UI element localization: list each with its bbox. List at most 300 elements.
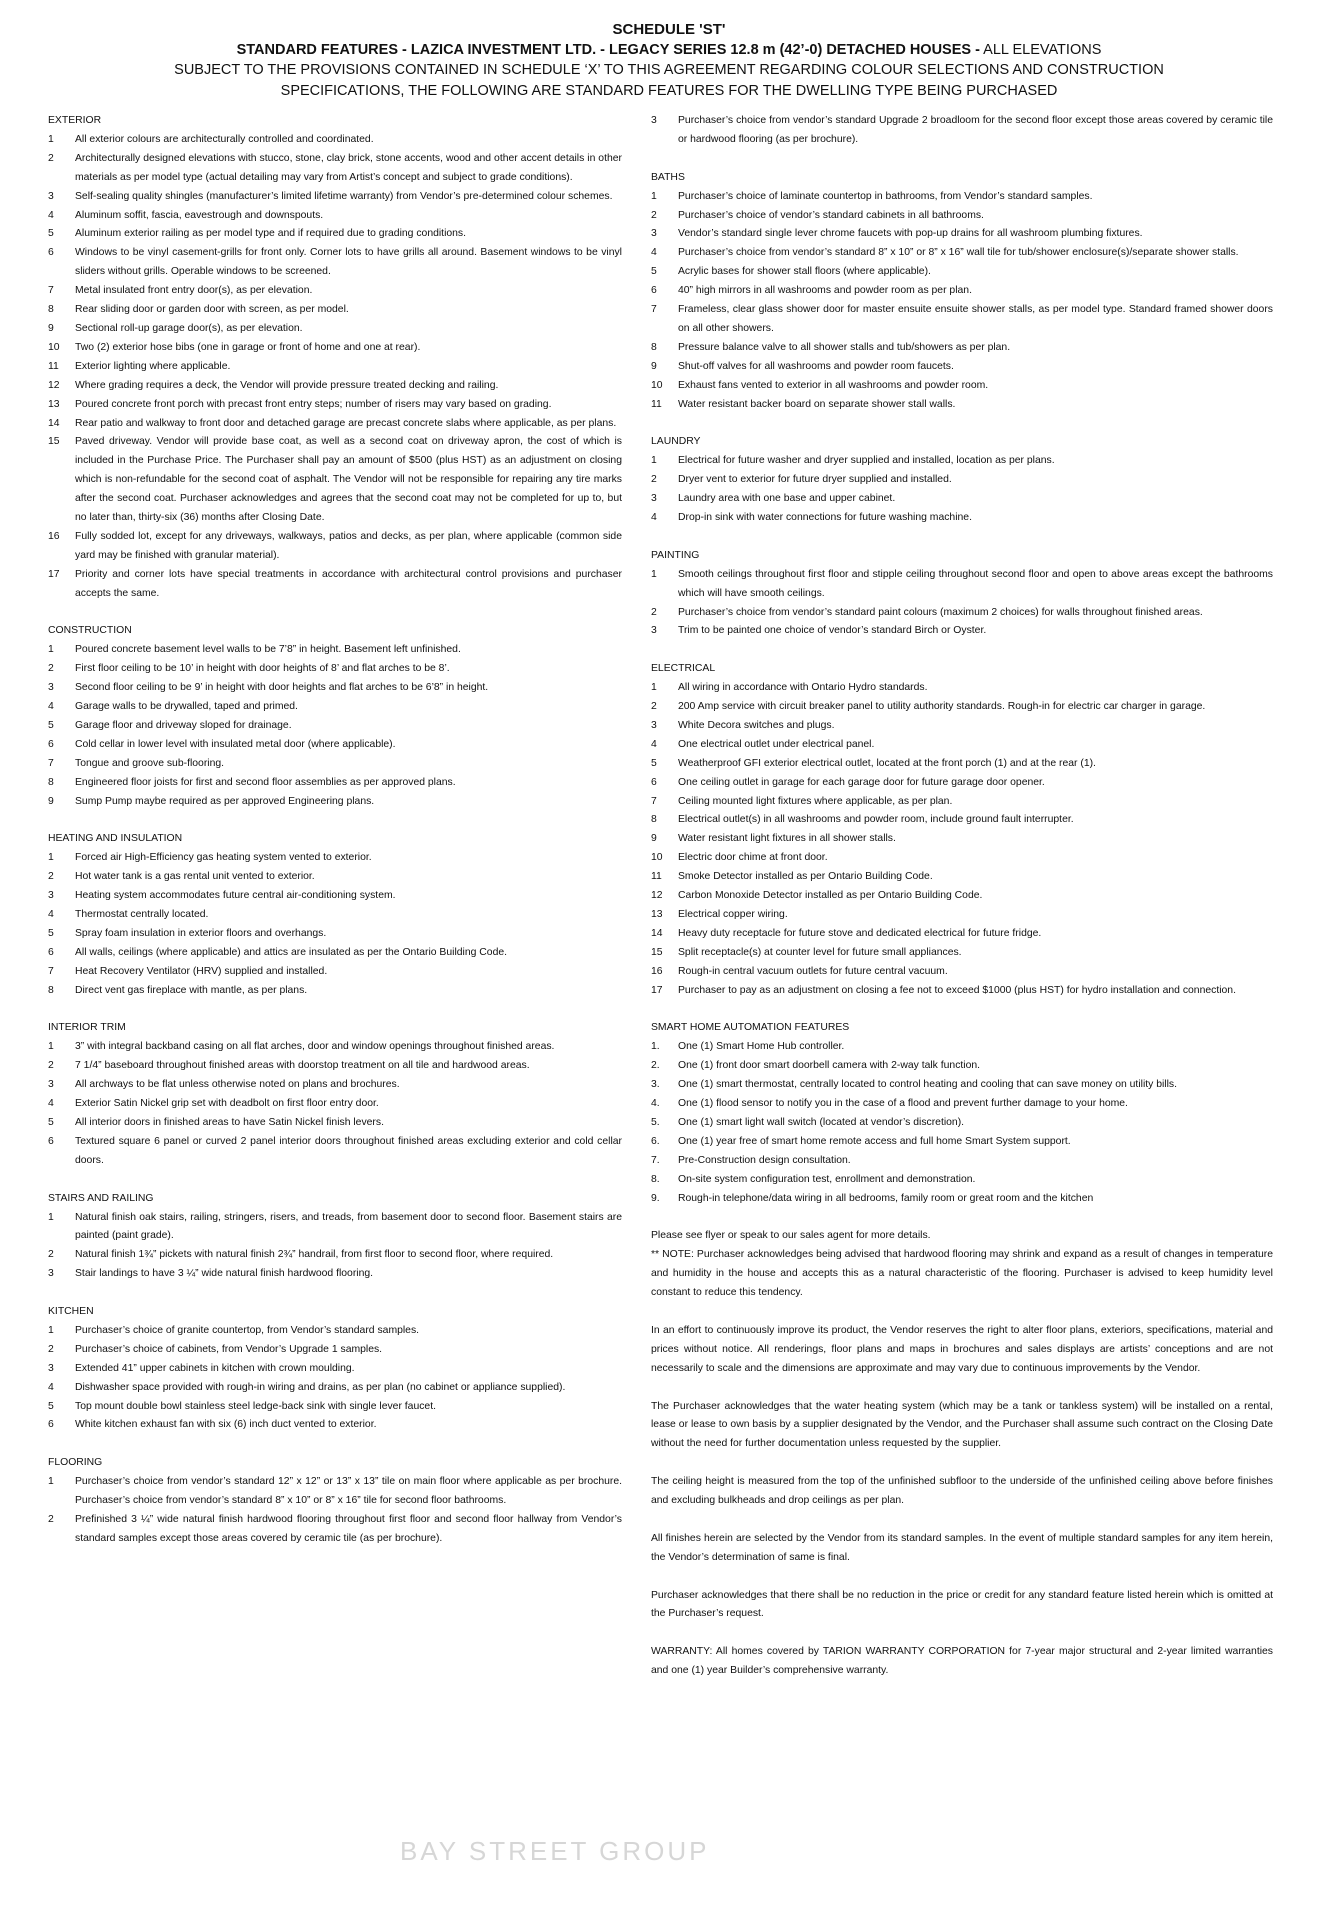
list-item (48, 641, 622, 660)
item-number: 2 (651, 701, 657, 713)
item-text: Thermostat centrally located. (75, 909, 209, 921)
item-number: 1 (48, 1476, 54, 1488)
item-number: 1 (651, 568, 657, 580)
section-title: SMART HOME AUTOMATION FEATURES (651, 1022, 850, 1034)
item-text: Drop-in sink with water connections for future washing machine. (678, 512, 972, 523)
item-number: 10 (651, 379, 663, 391)
section (48, 1303, 622, 1435)
item-number: 1. (651, 1041, 660, 1053)
section-title: INTERIOR TRIM (48, 1022, 126, 1034)
item-text: All wiring in accordance with Ontario Hydro standards. (678, 682, 928, 694)
item-text: White kitchen exhaust fan with six (6) inch duct vented to exterior. (75, 1419, 377, 1431)
item-number: 3 (651, 228, 657, 240)
item-text: Carbon Monoxide Detector installed as per Ontario Building Code. (678, 890, 983, 902)
item-number: 4 (48, 701, 54, 713)
item-number: 12 (48, 379, 60, 391)
list-item (48, 698, 622, 717)
item-text: Poured concrete front porch with precast front entry steps; number of risers may vary based on grading. (75, 398, 552, 410)
list-item (48, 887, 622, 906)
item-number: 9 (651, 360, 657, 372)
item-text: Garage walls to be drywalled, taped and primed. (75, 701, 298, 713)
item-number: 10 (48, 341, 60, 353)
header-line-3: SPECIFICATIONS, THE FOLLOWING ARE STANDARD FEATURES FOR THE DWELLING TYPE BEING PURCHASED (280, 83, 1058, 99)
section (651, 169, 1273, 415)
list-item (651, 887, 1273, 906)
item-text: 200 Amp service with circuit breaker panel to utility authority standards. Rough-in for electric car charger in garage. (678, 701, 1206, 713)
item-text: Purchaser to pay as an adjustment on closing a fee not to exceed $1000 (plus HST) for hydro installation and connection. (678, 984, 1236, 996)
item-number: 5 (48, 1400, 54, 1412)
item-text: Second floor ceiling to be 9’ in height with door heights and flat arches to be 6’8” in height. (75, 682, 489, 694)
list-item (651, 679, 1273, 698)
note-flyer: Please see flyer or speak to our sales agent for more details. (651, 1230, 931, 1242)
list-item (48, 396, 622, 415)
item-number: 13 (48, 398, 60, 410)
list-item (651, 793, 1273, 812)
list-item (48, 1360, 622, 1379)
item-number: 6 (48, 1419, 54, 1431)
list-item (651, 1171, 1273, 1190)
list-item (48, 150, 622, 188)
list-item (48, 377, 622, 396)
item-text: Water resistant light fixtures in all shower stalls. (678, 833, 896, 845)
item-text: Direct vent gas fireplace with mantle, as per plans. (75, 984, 308, 996)
item-text: Two (2) exterior hose bibs (one in garage or front of home and one at rear). (75, 341, 421, 353)
item-text: Stair landings to have 3 ¼” wide natural finish hardwood flooring. (75, 1268, 374, 1280)
item-number: 5 (651, 757, 657, 769)
list-item (48, 944, 622, 963)
item-number: 2 (48, 1060, 54, 1072)
item-number: 12 (651, 890, 663, 902)
item-text: Laundry area with one base and upper cabinet. (678, 493, 896, 505)
item-text: One (1) year free of smart home remote access and full home Smart System support. (678, 1135, 1071, 1147)
item-text: All walls, ceilings (where applicable) and attics are insulated as per the Ontario Building Code. (75, 946, 508, 958)
item-text: Purchaser’s choice from vendor’s standard Upgrade 2 broadloom for the second floor except those areas covered by ceramic tile or hardwood flooring (as per brochure). (678, 115, 1273, 145)
list-item (48, 1341, 622, 1360)
item-number: 8 (48, 304, 54, 316)
item-text: Acrylic bases for shower stall floors (where applicable). (678, 266, 931, 278)
left-column (48, 112, 622, 1568)
list-item (651, 774, 1273, 793)
list-item (48, 1265, 622, 1284)
item-text: Rough-in telephone/data wiring in all bedrooms, family room or great room and the kitchen (678, 1192, 1094, 1204)
list-item (651, 736, 1273, 755)
item-number: 8. (651, 1173, 660, 1185)
item-number: 9 (651, 833, 657, 845)
list-item (651, 112, 1273, 150)
item-text: 7 1/4” baseboard throughout finished areas with doorstop treatment on all tile and hardwood areas. (75, 1060, 530, 1072)
item-number: 2 (48, 152, 54, 164)
list-item (651, 244, 1273, 263)
list-item (651, 604, 1273, 623)
item-text: Where grading requires a deck, the Vendor will provide pressure treated decking and railing. (75, 379, 499, 391)
item-text: All exterior colours are architecturally controlled and coordinated. (75, 133, 374, 145)
section (48, 1454, 622, 1549)
item-number: 1 (48, 1211, 54, 1223)
item-number: 2 (651, 474, 657, 486)
item-number: 5 (48, 719, 54, 731)
item-number: 4 (48, 1381, 54, 1393)
item-text: Prefinished 3 ¼” wide natural finish hardwood flooring throughout first floor and second floor hallway from Vendor’s standard samples except those areas covered by ceramic tile (as per brochure). (75, 1513, 622, 1544)
list-item (651, 490, 1273, 509)
list-item (48, 1246, 622, 1265)
list-item (48, 1322, 622, 1341)
list-item (651, 339, 1273, 358)
section-title: ELECTRICAL (651, 663, 716, 675)
note-warranty: WARRANTY: All homes covered by TARION WARRANTY CORPORATION for 7-year major structural and 2-year limited warranties and one (1) year Builder’s comprehensive warranty. (651, 1646, 1273, 1677)
item-number: 1 (651, 455, 657, 467)
item-text: Top mount double bowl stainless steel ledge-back sink with single lever faucet. (75, 1400, 436, 1412)
right-column (651, 112, 1273, 1681)
list-item (48, 1416, 622, 1435)
section-title: EXTERIOR (48, 115, 102, 126)
item-number: 7 (651, 304, 657, 316)
list-item (48, 301, 622, 320)
item-text: 3” with integral backband casing on all flat arches, door and window openings throughout finished areas. (75, 1041, 555, 1053)
list-item (48, 528, 622, 566)
item-number: 17 (651, 984, 663, 996)
list-item (48, 1473, 622, 1511)
item-text: One (1) front door smart doorbell camera with 2-way talk function. (678, 1060, 981, 1072)
item-text: Spray foam insulation in exterior floors and overhangs. (75, 927, 327, 939)
list-item (48, 793, 622, 812)
item-text: On-site system configuration test, enrollment and demonstration. (678, 1173, 976, 1185)
item-number: 2 (48, 871, 54, 883)
item-number: 15 (48, 436, 60, 448)
item-number: 2 (651, 606, 657, 618)
item-number: 7 (48, 757, 54, 769)
item-number: 11 (48, 360, 59, 372)
item-text: Exterior Satin Nickel grip set with deadbolt on first floor entry door. (75, 1098, 379, 1110)
item-number: 3 (651, 719, 657, 731)
list-item (48, 1511, 622, 1549)
list-item (651, 188, 1273, 207)
item-text: Forced air High-Efficiency gas heating system vented to exterior. (75, 852, 372, 864)
note-water-heating: The Purchaser acknowledges that the water heating system (which may be a tank or tankless system) will be installed on a rental, lease or lease to own basis by a supplier designated by the Vendor, and the Purchaser shall assume such contract on the Closing Date without the need for further documentation unless requested by the supplier. (651, 1400, 1273, 1450)
schedule-title: SCHEDULE 'ST' (612, 21, 726, 38)
item-text: Water resistant backer board on separate shower stall walls. (678, 398, 956, 410)
item-text: Dishwasher space provided with rough-in wiring and drains, as per plan (no cabinet or appliance supplied). (75, 1381, 566, 1393)
item-text: Pressure balance valve to all shower stalls and tub/showers as per plan. (678, 341, 1011, 353)
list-item (651, 925, 1273, 944)
flooring-continued (651, 112, 1273, 150)
item-number: 3 (48, 682, 54, 694)
item-number: 1 (48, 644, 54, 656)
list-item (651, 1076, 1273, 1095)
item-text: Vendor’s standard single lever chrome faucets with pop-up drains for all washroom plumbing fixtures. (678, 228, 1143, 240)
list-item (48, 188, 622, 207)
list-item (48, 320, 622, 339)
item-number: 6 (651, 285, 657, 297)
item-text: Purchaser’s choice of vendor’s standard cabinets in all bathrooms. (678, 209, 984, 221)
item-text: Poured concrete basement level walls to be 7’8” in height. Basement left unfinished. (75, 644, 461, 656)
list-item (48, 207, 622, 226)
list-item (651, 282, 1273, 301)
list-item (48, 982, 622, 1001)
section (48, 622, 622, 811)
item-number: 1 (651, 190, 657, 202)
list-item (48, 736, 622, 755)
list-item (48, 282, 622, 301)
item-text: Shut-off valves for all washrooms and powder room faucets. (678, 360, 954, 372)
list-item (651, 1152, 1273, 1171)
item-text: Pre-Construction design consultation. (678, 1154, 851, 1166)
list-item (651, 358, 1273, 377)
item-text: One (1) smart thermostat, centrally located to control heating and cooling that can save money on utility bills. (678, 1079, 1178, 1091)
item-text: Sump Pump maybe required as per approved Engineering plans. (75, 795, 375, 807)
item-text: Heating system accommodates future central air-conditioning system. (75, 890, 396, 902)
item-number: 8 (48, 776, 54, 788)
list-item (651, 830, 1273, 849)
item-number: 4 (48, 209, 54, 221)
item-text: Fully sodded lot, except for any driveways, walkways, patios and decks, as per plan, where applicable (common side yard may be finished with granular material). (75, 530, 622, 561)
item-number: 4 (651, 512, 657, 523)
note-finishes: All finishes herein are selected by the Vendor from its standard samples. In the event of multiple standard samples for any item herein, the Vendor’s determination of same is final. (651, 1532, 1273, 1563)
list-item (651, 1133, 1273, 1152)
item-number: 17 (48, 568, 60, 580)
list-item (651, 509, 1273, 528)
item-number: 2 (48, 1249, 54, 1261)
list-item (651, 1114, 1273, 1133)
list-item (651, 396, 1273, 415)
item-text: Electrical outlet(s) in all washrooms and powder room, include ground fault interrupter. (678, 814, 1074, 826)
item-text: Split receptacle(s) at counter level for future small appliances. (678, 946, 962, 958)
list-item (651, 1038, 1273, 1057)
list-item (48, 339, 622, 358)
list-item (48, 415, 622, 434)
list-item (651, 471, 1273, 490)
item-text: One (1) smart light wall switch (located at vendor’s discretion). (678, 1116, 965, 1128)
item-text: Garage floor and driveway sloped for drainage. (75, 719, 292, 731)
item-number: 13 (651, 909, 663, 920)
item-text: Heat Recovery Ventilator (HRV) supplied and installed. (75, 965, 328, 977)
section (48, 830, 622, 1000)
item-text: Dryer vent to exterior for future dryer supplied and installed. (678, 474, 952, 486)
item-text: One electrical outlet under electrical panel. (678, 738, 875, 750)
item-number: 5 (48, 927, 54, 939)
subtitle-rest: ALL ELEVATIONS (979, 42, 1102, 58)
item-number: 3. (651, 1079, 660, 1091)
section (48, 112, 622, 604)
item-text: Tongue and groove sub-flooring. (75, 757, 225, 769)
list-item (651, 566, 1273, 604)
item-number: 3 (651, 493, 657, 505)
list-item (48, 774, 622, 793)
item-number: 9 (48, 322, 54, 334)
item-number: 5 (48, 228, 54, 240)
list-item (651, 698, 1273, 717)
item-text: Purchaser’s choice of laminate countertop in bathrooms, from Vendor’s standard samples. (678, 190, 1093, 202)
list-item (48, 1057, 622, 1076)
item-number: 3 (48, 1079, 54, 1091)
item-text: Priority and corner lots have special treatments in accordance with architectural control provisions and purchaser accepts the same. (75, 568, 622, 599)
watermark: BAY STREET GROUP (400, 1836, 710, 1866)
item-number: 6 (651, 776, 657, 788)
item-text: Trim to be painted one choice of vendor’s standard Birch or Oyster. (678, 625, 987, 637)
item-text: Purchaser’s choice from vendor’s standard 8” x 10” or 8” x 16” wall tile for tub/shower enclosure(s)/separate shower stalls. (678, 247, 1239, 259)
item-text: Frameless, clear glass shower door for master ensuite ensuite shower stalls, as per model type. Standard framed shower doors on all other showers. (678, 304, 1273, 334)
item-number: 8 (651, 814, 657, 826)
item-number: 6 (48, 738, 54, 750)
item-text: Electrical for future washer and dryer supplied and installed, location as per plans. (678, 455, 1055, 467)
section-title: KITCHEN (48, 1306, 94, 1318)
list-item (48, 1379, 622, 1398)
list-item (48, 225, 622, 244)
item-number: 15 (651, 946, 663, 958)
item-text: Purchaser’s choice from vendor’s standard paint colours (maximum 2 choices) for walls throughout finished areas. (678, 606, 1203, 618)
item-number: 6 (48, 1135, 54, 1147)
list-item (651, 452, 1273, 471)
list-item (651, 811, 1273, 830)
item-number: 9 (48, 795, 54, 807)
note-improvements: In an effort to continuously improve its product, the Vendor reserves the right to alter floor plans, exteriors, specifications, material and prices without notice. All renderings, floor plans and maps in brochures and sales displays are artists’ conceptions and are not necessarily to scale and the dimensions are approximate and may vary due to continuous improvements by the Vendor. (651, 1324, 1273, 1374)
section (651, 1019, 1273, 1208)
section (651, 433, 1273, 528)
list-item (48, 849, 622, 868)
list-item (48, 1095, 622, 1114)
list-item (48, 358, 622, 377)
item-text: Windows to be vinyl casement-grills for front only. Corner lots to have grills all around. Basement windows to be vinyl sliders without grills. Operable windows to be screened. (75, 247, 622, 278)
item-text: Electric door chime at front door. (678, 852, 828, 864)
list-item (651, 755, 1273, 774)
list-item (48, 660, 622, 679)
list-item (651, 225, 1273, 244)
list-item (651, 944, 1273, 963)
item-number: 14 (48, 417, 60, 429)
item-text: Architecturally designed elevations with stucco, stone, clay brick, stone accents, wood and other accent details in other materials as per model type (actual detailing may vary from Artist’s concept and subject to grade conditions). (75, 152, 622, 183)
item-number: 1 (48, 133, 54, 145)
list-item (651, 301, 1273, 339)
item-text: Textured square 6 panel or curved 2 panel interior doors throughout finished areas excluding exterior and cold cellar doors. (75, 1135, 622, 1166)
list-item (651, 963, 1273, 982)
list-item (48, 1076, 622, 1095)
list-item (651, 982, 1273, 1001)
item-text: Hot water tank is a gas rental unit vented to exterior. (75, 871, 315, 883)
list-item (48, 868, 622, 887)
item-number: 16 (48, 530, 60, 542)
list-item (48, 1114, 622, 1133)
list-item (48, 566, 622, 604)
item-text: One ceiling outlet in garage for each garage door for future garage door opener. (678, 776, 1045, 788)
item-text: Heavy duty receptacle for future stove and dedicated electrical for future fridge. (678, 927, 1042, 939)
item-number: 3 (48, 190, 54, 202)
item-number: 2 (48, 1343, 54, 1355)
item-number: 1 (651, 682, 657, 694)
item-number: 2. (651, 1060, 660, 1072)
item-text: First floor ceiling to be 10’ in height with door heights of 8’ and flat arches to be 8’. (75, 663, 450, 675)
item-number: 7 (48, 965, 54, 977)
item-text: Self-sealing quality shingles (manufacturer’s limited lifetime warranty) from Vendor’s pre-determined colour schemes. (75, 190, 613, 202)
list-item (48, 1209, 622, 1247)
list-item (651, 377, 1273, 396)
item-text: Natural finish oak stairs, railing, stringers, risers, and treads, from basement door to second floor. Basement stairs are painted (paint grade). (75, 1211, 622, 1242)
item-number: 5 (651, 266, 657, 278)
item-text: Purchaser’s choice of granite countertop, from Vendor’s standard samples. (75, 1324, 420, 1336)
item-text: One (1) flood sensor to notify you in the case of a flood and prevent further damage to your home. (678, 1098, 1128, 1110)
list-item (48, 717, 622, 736)
item-text: Purchaser’s choice from vendor’s standard 12” x 12” or 13” x 13” tile on main floor where applicable as per brochure. Purchaser’s choice from vendor’s standard 8” x 10” or 8” x 16” tile for second floor bathrooms. (75, 1476, 622, 1507)
item-number: 6 (48, 247, 54, 259)
item-number: 2 (651, 209, 657, 221)
section-title: CONSTRUCTION (48, 625, 132, 637)
item-number: 4 (48, 1098, 54, 1110)
list-item (651, 263, 1273, 282)
note-ceiling-height: The ceiling height is measured from the top of the unfinished subfloor to the underside of the unfinished ceiling above before finishes and excluding bulkheads and drop ceilings as per plan. (651, 1476, 1273, 1507)
item-number: 5. (651, 1116, 660, 1128)
item-text: Smoke Detector installed as per Ontario Building Code. (678, 871, 933, 883)
item-text: Smooth ceilings throughout first floor and stipple ceiling throughout second floor and open to above areas except the bathrooms which will have smooth ceilings. (678, 568, 1273, 599)
item-number: 9. (651, 1192, 660, 1204)
item-number: 1 (48, 1324, 54, 1336)
list-item (48, 1133, 622, 1171)
item-number: 11 (651, 871, 662, 883)
item-text: Natural finish 1¾” pickets with natural finish 2¾” handrail, from first floor to second floor, where required. (75, 1249, 554, 1261)
item-number: 6. (651, 1135, 660, 1147)
list-item (651, 868, 1273, 887)
list-item (48, 679, 622, 698)
list-item (48, 244, 622, 282)
section-title: STAIRS AND RAILING (48, 1192, 154, 1204)
item-text: 40” high mirrors in all washrooms and powder room as per plan. (678, 285, 972, 297)
header-line-2: SUBJECT TO THE PROVISIONS CONTAINED IN SCHEDULE ‘X’ TO THIS AGREEMENT REGARDING COLOUR SELECTIONS AND CONSTRUCTION (174, 62, 1164, 78)
item-number: 4 (48, 909, 54, 921)
item-number: 4 (651, 738, 657, 750)
item-text: All archways to be flat unless otherwise noted on plans and brochures. (75, 1079, 400, 1091)
item-number: 6 (48, 946, 54, 958)
list-item (651, 622, 1273, 641)
item-text: White Decora switches and plugs. (678, 719, 835, 731)
item-text: Extended 41” upper cabinets in kitchen with crown moulding. (75, 1362, 355, 1374)
item-number: 3 (651, 115, 657, 126)
item-number: 8 (651, 341, 657, 353)
section (48, 1190, 622, 1285)
section-title: LAUNDRY (651, 436, 701, 448)
item-text: One (1) Smart Home Hub controller. (678, 1041, 845, 1053)
list-item (651, 1095, 1273, 1114)
item-text: Exhaust fans vented to exterior in all washrooms and powder room. (678, 379, 989, 391)
list-item (48, 1398, 622, 1417)
section (651, 660, 1273, 1000)
item-text: Exterior lighting where applicable. (75, 360, 231, 372)
document-subtitle (40, 40, 1298, 60)
section-title: FLOORING (48, 1457, 103, 1469)
item-text: Aluminum exterior railing as per model type and if required due to grading conditions. (75, 228, 467, 240)
item-number: 2 (48, 663, 54, 675)
item-text: Aluminum soffit, fascia, eavestrough and downspouts. (75, 209, 324, 221)
list-item (48, 1038, 622, 1057)
item-text: All interior doors in finished areas to have Satin Nickel finish levers. (75, 1116, 384, 1128)
list-item (48, 131, 622, 150)
item-number: 1 (48, 852, 54, 864)
subtitle-bold: STANDARD FEATURES - LAZICA INVESTMENT LTD. - LEGACY SERIES 12.8 m (42’-0) DETACHED HOUSES - (236, 42, 980, 58)
item-number: 3 (48, 1268, 54, 1280)
list-item (48, 963, 622, 982)
list-item (651, 717, 1273, 736)
item-number: 1 (48, 1041, 54, 1053)
item-text: Ceiling mounted light fixtures where applicable, as per plan. (678, 795, 953, 807)
list-item (651, 1190, 1273, 1209)
item-text: Purchaser’s choice of cabinets, from Vendor’s Upgrade 1 samples. (75, 1343, 383, 1355)
section-title: HEATING AND INSULATION (48, 833, 183, 845)
list-item (48, 925, 622, 944)
item-number: 10 (651, 852, 663, 864)
section-title: PAINTING (651, 549, 700, 561)
item-number: 5 (48, 1116, 54, 1128)
item-text: Rear patio and walkway to front door and detached garage are precast concrete slabs where applicable, as per plans. (75, 417, 617, 429)
item-number: 7. (651, 1154, 660, 1166)
list-item (48, 755, 622, 774)
item-text: Engineered floor joists for first and second floor assemblies as per approved plans. (75, 776, 456, 788)
item-text: Cold cellar in lower level with insulated metal door (where applicable). (75, 738, 396, 750)
